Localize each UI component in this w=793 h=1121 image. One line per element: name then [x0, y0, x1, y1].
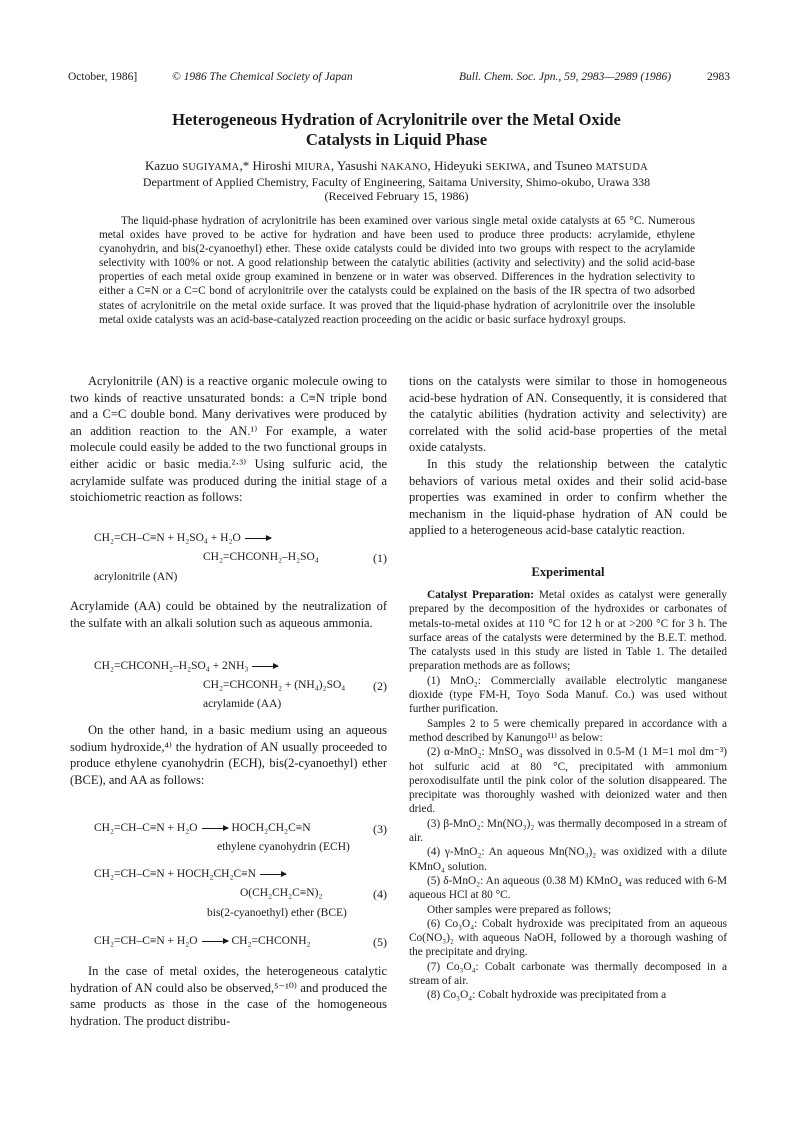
equation-4-caption: bis(2-cyanoethyl) ether (BCE) [207, 907, 347, 919]
equation-1-number: (1) [373, 551, 387, 565]
affiliation: Department of Applied Chemistry, Faculty of Engineering, Saitama University, Shimo-okubo, Urawa 338 [142, 175, 651, 189]
author-3-family: NAKANO [380, 162, 428, 173]
author-2-given: Hiroshi [252, 158, 295, 173]
author-2-suffix: , [330, 158, 337, 173]
author-2-family: MIURA [294, 162, 331, 173]
equation-4-line-1 [94, 868, 290, 880]
reaction-arrow-icon [245, 538, 271, 539]
reaction-arrow-icon [202, 941, 228, 942]
experimental-text [409, 588, 727, 1003]
left-para-1 [70, 373, 387, 506]
equation-3-number: (3) [373, 822, 387, 836]
intro-paragraph-4: In the case of metal oxides, the heterogeneous catalytic hydration of AN could also be observed,⁵⁻¹⁰⁾ and produced the same products as those in the case of the homogeneous hydration. The product distribu- [70, 964, 387, 1028]
intro-paragraph-3: On the other hand, in a basic medium using an aqueous sodium hydroxide,⁴⁾ the hydration of AN usually proceeded to produce ethylene cyanohydrin (ECH), bis(2-cyanoethyl) ether (BCE), and AA as follows: [70, 723, 387, 787]
author-1-suffix: ,* [239, 158, 253, 173]
equation-1-line-2: CH₂=CHCONH₂–H₂SO₄ [203, 551, 319, 563]
eq3-reactants: CH₂=CH–C≡N + H₂O [94, 822, 198, 834]
author-1-given: Kazuo [145, 158, 183, 173]
header-copyright: © 1986 The Chemical Society of Japan [172, 71, 353, 83]
header-page-number: 2983 [707, 71, 730, 83]
equation-5-number: (5) [373, 935, 387, 949]
author-list [70, 158, 723, 175]
equation-2-line-2: CH₂=CHCONH₂ + (NH₄)₂SO₄ [203, 679, 346, 691]
eq3-product: HOCH₂CH₂C≡N [231, 822, 311, 834]
author-3-given: Yasushi [336, 158, 381, 173]
equation-3-caption: ethylene cyanohydrin (ECH) [217, 841, 350, 853]
prep-item-4: (4) γ-MnO₂: An aqueous Mn(NO₃)₂ was oxidized with a dilute KMnO₄ solution. [409, 846, 727, 873]
received-date: (Received February 15, 1986) [324, 189, 469, 203]
abstract: The liquid-phase hydration of acrylonitrile has been examined over various single metal oxide catalysts at 65 °C. Numerous metal oxides have proved to be active for hydration and have been used to produce three products: acrylamide, ethylene cyanohydrin, and bis(2-cyanoethyl) ether. These oxide catalysts could be divided into two groups with respect to the acrylamide selectivity with 100% or not. A good relationship between the catalytic abilities (activity and selectivity) and the solid acid-base properties of each metal oxide group examined in benzene or in water was observed. Differences in the hydration selectivity to either a C≡N or a C=C bond of acrylonitrile over the catalysts could be explained on the basis of the IR spectra of two adsorbed states of acrylonitrile on the metal oxide surface. It was proved that the liquid-phase hydration of acrylonitrile over the insoluble metal oxide catalysts was an acid-base-catalyzed reaction proceeding on the acidic or basic surface hydroxyl groups. [99, 215, 695, 326]
equation-4-number: (4) [373, 887, 387, 901]
equation-4-line-2: O(CH₂CH₂C≡N)₂ [240, 887, 323, 899]
title-line-2: Catalysts in Liquid Phase [305, 130, 488, 149]
equation-2-caption: acrylamide (AA) [203, 698, 282, 710]
section-heading-experimental: Experimental [531, 565, 605, 579]
equation-2-number: (2) [373, 679, 387, 693]
prep-item-8: (8) Co₃O₄: Cobalt hydroxide was precipitated from a [427, 989, 667, 1002]
running-header [68, 71, 730, 87]
eq5-product: CH₂=CHCONH₂ [231, 935, 311, 947]
eq1-reactants: CH₂=CH–C≡N + H₂SO₄ + H₂O [94, 532, 241, 544]
author-4-family: SEKIWA [485, 162, 527, 173]
left-para-4 [70, 963, 387, 1029]
reaction-arrow-icon [260, 874, 286, 875]
header-journal: Bull. Chem. Soc. Jpn., 59, 2983—2989 (1986) [459, 71, 672, 83]
author-1-family: SUGIYAMA [182, 162, 240, 173]
author-5-given: Tsuneo [555, 158, 596, 173]
prep-item-3: (3) β-MnO₂: Mn(NO₃)₂ was thermally decomposed in a stream of air. [409, 817, 727, 845]
author-4-given: Hideyuki [434, 158, 486, 173]
eq2-reactants: CH₂=CHCONH₂–H₂SO₄ + 2NH₃ [94, 660, 249, 672]
equation-2-line-1 [94, 660, 282, 672]
equation-1-caption: acrylonitrile (AN) [94, 571, 178, 583]
left-para-2 [70, 598, 387, 631]
equation-5 [94, 935, 311, 947]
author-4-suffix: , and [526, 158, 556, 173]
reaction-arrow-icon [202, 828, 228, 829]
catalyst-preparation-body: Metal oxides as catalyst were generally prepared by the decomposition of the hydroxides or carbonates of metals-to-metal oxides at 110 °C for 12 h or at >200 °C for 3 h. The surface areas of the catalysts were determined by the B.E.T. method. The catalysts used in this study are listed in Table 1. The detailed preparation methods are as follows; [409, 589, 727, 673]
prep-item-7: (7) Co₃O₄: Cobalt carbonate was thermally decomposed in a stream of air. [409, 960, 727, 988]
prep-note-samples: Samples 2 to 5 were chemically prepared in accordance with a method described by Kanungo¹¹⁾ as below: [409, 717, 727, 744]
header-date: October, 1986] [68, 71, 138, 83]
prep-item-5: (5) δ-MnO₂: An aqueous (0.38 M) KMnO₄ was reduced with 6-M aqueous HCl at 80 °C. [409, 874, 727, 902]
intro-paragraph-1: Acrylonitrile (AN) is a reactive organic molecule owing to two kinds of reactive unsaturated bonds: a C≡N triple bond and a C=C double bond. Many derivatives were produced by an addition reaction to the AN.¹⁾ For example, a water molecule could easily be added to the two functional groups in either acidic or basic media.²·³⁾ Using sulfuric acid, the acrylamide sulfate was produced during the initial stage of a stoichiometric reaction as follows: [70, 374, 387, 505]
title-line-1: Heterogeneous Hydration of Acrylonitrile over the Metal Oxide [172, 110, 621, 129]
author-5-family: MATSUDA [595, 162, 648, 173]
equation-3 [94, 822, 311, 834]
eq5-reactants: CH₂=CH–C≡N + H₂O [94, 935, 198, 947]
article-title [80, 110, 713, 150]
prep-item-6: (6) Co₃O₄: Cobalt hydroxide was precipitated from an aqueous Co(NO₃)₂ with aqueous NaOH, followed by a thorough washing of the precipitate and drying. [409, 917, 727, 959]
equation-1-line-1 [94, 532, 275, 544]
catalyst-preparation-paragraph [409, 588, 727, 674]
right-intro [409, 373, 727, 539]
intro-paragraph-2: Acrylamide (AA) could be obtained by the neutralization of the sulfate with an alkali solution such as aqueous ammonia. [70, 599, 387, 630]
intro-paragraph-6: In this study the relationship between the catalytic behaviors of various metal oxides and their solid acid-base properties was examined in order to confirm whether the mechanism in the liquid-phase hydration of AN could be applied to a heterogeneous acid-base catalytic reaction. [409, 456, 727, 538]
eq4-reactants: CH₂=CH–C≡N + HOCH₂CH₂C≡N [94, 868, 256, 880]
prep-item-1: (1) MnO₂: Commercially available electrolytic manganese dioxide (type FM-H, Toyo Soda Manuf. Co.) was used without further purification. [409, 674, 727, 716]
prep-item-2: (2) α-MnO₂: MnSO₄ was dissolved in 0.5-M (1 M=1 mol dm⁻³) hot sulfuric acid at 80 °C, precipitated with ammonium peroxodisulfate until the pink color of the solution disappeared. The precipitate was thoroughly washed with deionized water and then dried. [409, 746, 727, 816]
prep-note-other: Other samples were prepared as follows; [427, 903, 612, 916]
reaction-arrow-icon [252, 666, 278, 667]
author-3-suffix: , [427, 158, 435, 173]
catalyst-preparation-heading: Catalyst Preparation: [427, 589, 534, 601]
left-para-3 [70, 722, 387, 788]
intro-paragraph-5: tions on the catalysts were similar to those in homogeneous acid-bese hydration of AN. Consequently, it is considered that the catalytic abilities (hydration activity and selectivity) are correlated with the solid acid-base properties of the metal oxide catalysts. [409, 374, 727, 455]
